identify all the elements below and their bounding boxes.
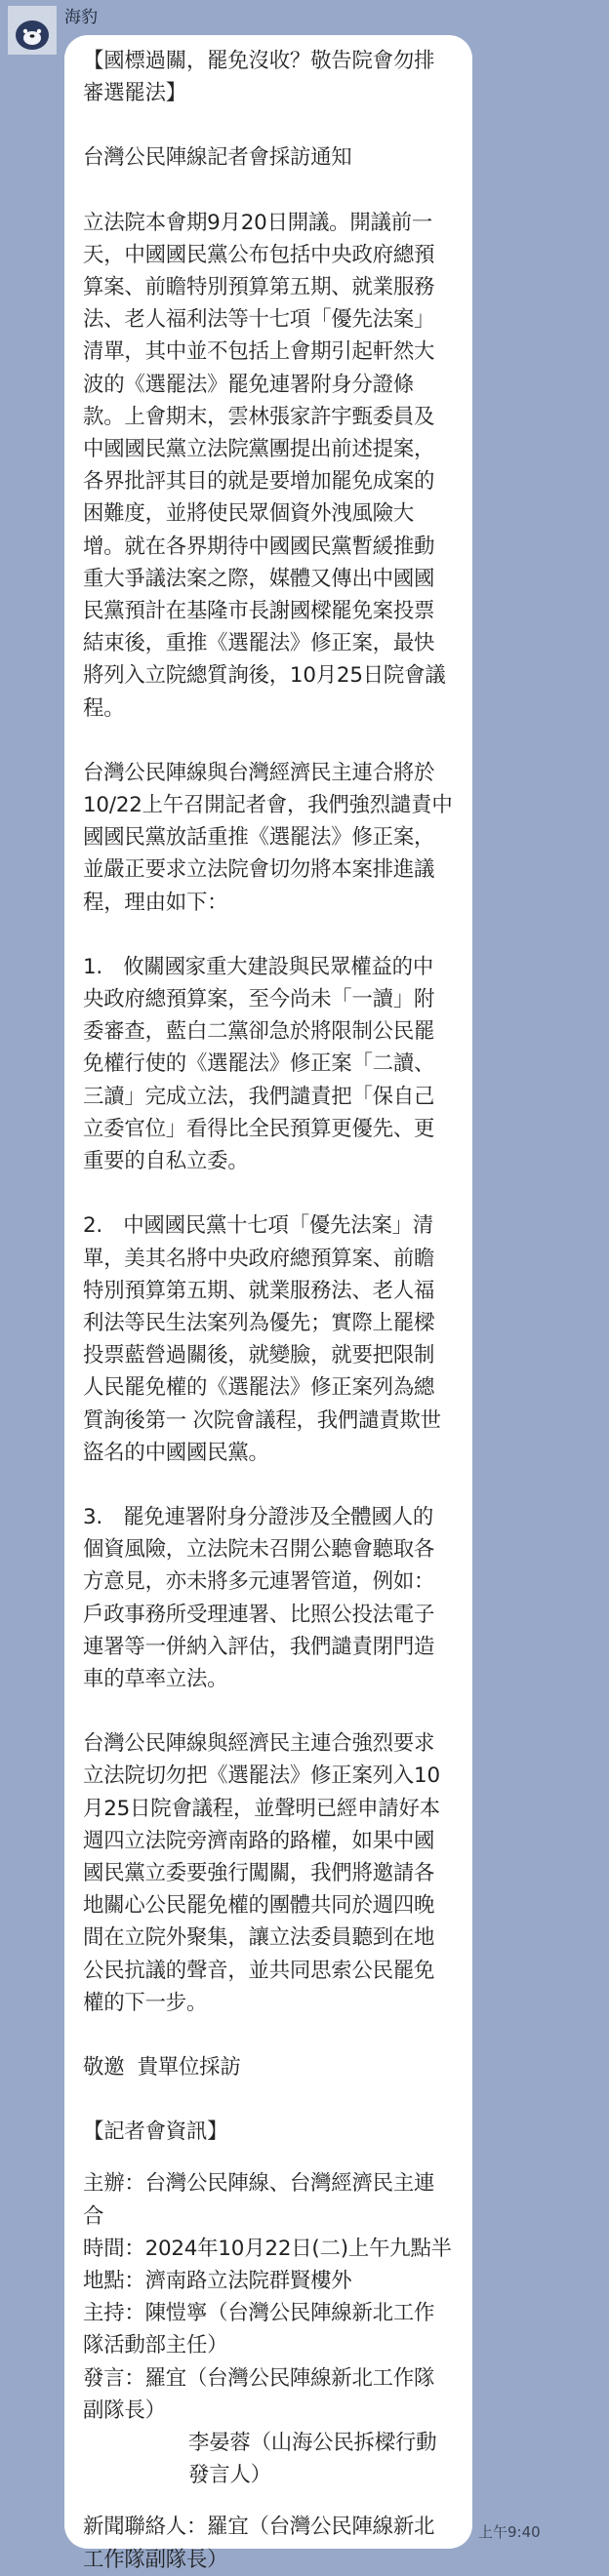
- reason-1: 1. 攸關國家重大建設與民眾權益的中央政府總預算案，至今尚未「一讀」附委審查，藍白二黨卻急於將限制公民罷免權行使的《選罷法》修正案「二讀、三讀」完成立法，我們譴責把「保自己立委官位」看得比全民預算更優先、更重要的自私立委。: [83, 954, 435, 1174]
- message-bubble[interactable]: [64, 35, 472, 2572]
- reason-3: 3. 罷免連署附身分證涉及全體國人的個資風險，立法院未召開公聽會聽取各方意見，亦未將多元連署管道，例如：戶政事務所受理連署、比照公投法電子連署等一併納入評估，我們譴責閉門造車的草率立法。: [83, 1504, 435, 1691]
- message-subtitle: 台灣公民陣線記者會採訪通知: [83, 145, 352, 171]
- seal-avatar-icon: [8, 6, 57, 55]
- paragraph-demand: 台灣公民陣線與經濟民主連合強烈要求立法院切勿把《選罷法》修正案列入10月25日院會議程，並聲明已經申請好本週四立法院旁濟南路的路權，如果中國國民黨立委要強行闖關，我們將邀請各地關心公民罷免權的團體共同於週四晚間在立院外聚集，讓立法委員聽到在地公民抗議的聲音，並共同思索公民罷免權的下一步。: [83, 1731, 440, 2015]
- info-organizer: 主辦：台灣公民陣線、台灣經濟民主連合: [83, 2171, 435, 2229]
- message-title: 【國標過關，罷免沒收？敬告院會勿排審選罷法】: [83, 49, 435, 106]
- sender-avatar[interactable]: [8, 6, 57, 55]
- info-speaker-1: 發言：羅宜（台灣公民陣線新北工作隊副隊長）: [83, 2365, 435, 2423]
- paragraph-background: 立法院本會期9月20日開議。開議前一天，中國國民黨公布包括中央政府總預算案、前瞻特別預算第五期、就業服務法、老人福利法等十七項「優先法案」清單，其中並不包括上會期引起軒然大波的《選罷法》罷免連署附身分證條款。上會期末，雲林張家許宇甄委員及中國國民黨立法院黨團提出前述提案，各界批評其目的就是要增加罷免成案的困難度，並將使民眾個資外洩風險大增。就在各界期待中國國民黨暫緩推動重大爭議法案之際，媒體又傳出中國國民黨預計在基隆市長謝國樑罷免案投票結束後，重推《選罷法》修正案，最快將列入立院總質詢後，10月25日院會議程。: [83, 210, 446, 721]
- info-speaker-2: 李晏蓉（山海公民拆樑行動發言人）: [188, 2431, 437, 2488]
- sender-name: 海豹: [64, 8, 98, 27]
- paragraph-press-conference: 台灣公民陣線與台灣經濟民主連合將於10/22上午召開記者會，我們強烈譴責中國國民黨放話重推《選罷法》修正案，並嚴正要求立法院會切勿將本案排進議程，理由如下：: [83, 760, 453, 915]
- info-location: 地點：濟南路立法院群賢樓外: [83, 2268, 352, 2293]
- info-header: 【記者會資訊】: [83, 2120, 228, 2145]
- info-datetime: 時間：2024年10月22日(二)上午九點半: [83, 2236, 452, 2261]
- info-host: 主持：陳愷寧（台灣公民陣線新北工作隊活動部主任）: [83, 2301, 435, 2358]
- info-contact: 新聞聯絡人：羅宜（台灣公民陣線新北工作隊副隊長）: [83, 2515, 435, 2572]
- message-timestamp: 上午9:40: [478, 2523, 541, 2541]
- invitation: 敬邀 貴單位採訪: [83, 2054, 241, 2080]
- reason-2: 2. 中國國民黨十七項「優先法案」清單，美其名將中央政府總預算案、前瞻特別預算第五期、就業服務法、老人福利法等民生法案列為優先；實際上罷樑投票藍營過關後，就變臉，就要把限制人民罷免權的《選罷法》修正案列為總質詢後第一 次院會議程，我們譴責欺世盜名的中國國民黨。: [83, 1213, 441, 1465]
